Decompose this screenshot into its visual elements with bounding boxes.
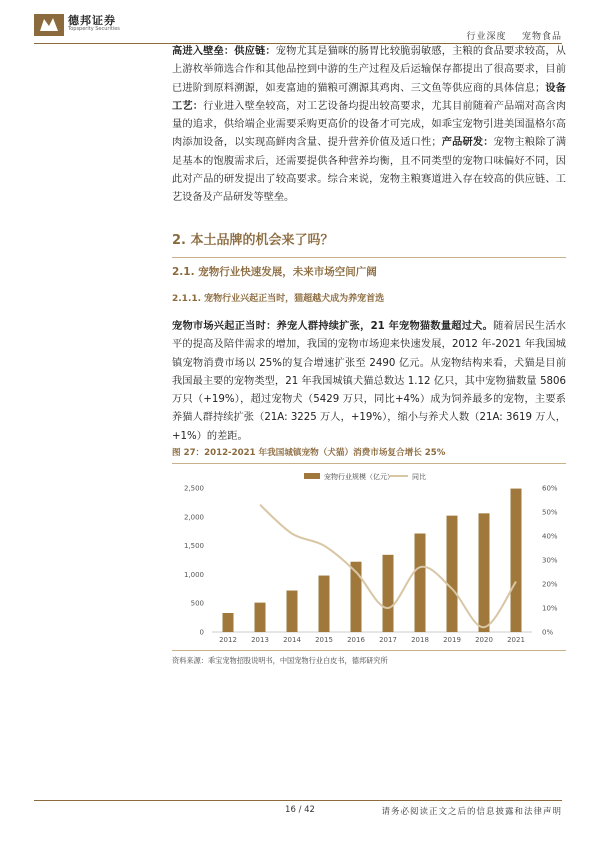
company-name-en: Topsperity Securities bbox=[68, 26, 120, 32]
x-tick-label: 2013 bbox=[251, 636, 269, 644]
y-left-tick-label: 2,000 bbox=[183, 513, 204, 522]
chart-bar bbox=[479, 513, 490, 632]
x-tick-label: 2021 bbox=[507, 636, 525, 644]
page-number: 16 / 42 bbox=[285, 805, 315, 815]
y-left-tick-label: 2,500 bbox=[183, 484, 204, 493]
paragraph-barriers bbox=[172, 43, 566, 208]
y-right-tick-label: 0% bbox=[542, 628, 554, 637]
x-tick-label: 2012 bbox=[219, 636, 237, 644]
x-tick-label: 2014 bbox=[283, 636, 301, 644]
y-right-tick-label: 50% bbox=[542, 508, 558, 517]
chart-bar bbox=[287, 591, 298, 632]
section-heading-3: 2.1.1. 宠物行业兴起正当时，猫超越犬成为养宠首选 bbox=[172, 294, 385, 304]
figure-divider bbox=[172, 650, 566, 651]
figure-source: 资料来源：乖宝宠物招股说明书，中国宠物行业白皮书，德邦研究所 bbox=[172, 656, 388, 665]
section-heading-2: 2.1. 宠物行业快速发展，未来市场空间广阔 bbox=[172, 266, 377, 278]
y-left-tick-label: 0 bbox=[199, 628, 204, 637]
bold-lead-equipment: 设备工艺： bbox=[172, 82, 566, 112]
y-right-tick-label: 30% bbox=[542, 556, 558, 565]
paragraph-market bbox=[172, 318, 566, 446]
chart-bar bbox=[415, 534, 426, 632]
chart-bar bbox=[511, 489, 522, 632]
y-right-tick-label: 20% bbox=[542, 580, 558, 589]
chart-bar bbox=[223, 613, 234, 632]
legend-swatch-bar bbox=[304, 473, 320, 479]
section-heading-1: 2. 本土品牌的机会来了吗？ bbox=[172, 229, 566, 258]
chart-bar bbox=[447, 516, 458, 632]
chart-bar bbox=[383, 555, 394, 632]
y-right-tick-label: 10% bbox=[542, 604, 558, 613]
bold-lead-market: 宠物市场兴起正当时：养宠人群持续扩张，21 年宠物猫数量超过犬。 bbox=[172, 321, 494, 332]
chart-bar bbox=[319, 576, 330, 632]
chart-bar bbox=[255, 603, 266, 632]
y-left-tick-label: 1,000 bbox=[183, 570, 204, 579]
x-tick-label: 2018 bbox=[411, 636, 429, 644]
x-tick-label: 2019 bbox=[443, 636, 461, 644]
text-supply: 宠物尤其是猫咪的肠胃比较脆弱敏感，主粮的食品要求较高，从上游枚举筛选合作和其他品控到中游的生产过程及后运输保存都提出了很高要求，目前已进阶到原料溯源，如麦富迪的猫粮可溯源其鸡肉、三文鱼等供应商的具体信息； bbox=[172, 46, 566, 94]
company-logo-icon bbox=[34, 14, 64, 36]
footer-disclaimer: 请务必阅读正文之后的信息披露和法律声明 bbox=[381, 807, 562, 817]
x-tick-label: 2017 bbox=[379, 636, 397, 644]
x-tick-label: 2015 bbox=[315, 636, 333, 644]
company-name: 德邦证券 bbox=[68, 14, 116, 27]
text-equipment: 行业进入壁垒较高，对工艺设备均提出较高要求，尤其目前随着产品端对高含肉量的追求，供给端企业需要采购更高价的设备才可完成，如乖宝宠物引进美国温格尔高肉添加设备，以实现高鲜肉含量、提升营养价值及适口性； bbox=[172, 100, 567, 149]
header-category bbox=[466, 29, 562, 42]
y-right-tick-label: 40% bbox=[542, 532, 558, 541]
y-left-tick-label: 1,500 bbox=[183, 542, 204, 551]
y-right-tick-label: 60% bbox=[542, 484, 558, 493]
market-size-chart bbox=[172, 470, 566, 648]
industry-name: 宠物食品 bbox=[521, 32, 562, 42]
x-tick-label: 2016 bbox=[347, 636, 365, 644]
footer-divider bbox=[34, 800, 562, 801]
x-tick-label: 2020 bbox=[475, 636, 493, 644]
bold-lead-supply: 高进入壁垒：供应链： bbox=[172, 46, 276, 57]
figure-title: 图 27：2012-2021 年我国城镇宠物（犬猫）消费市场复合增长 25% bbox=[172, 446, 566, 464]
text-market: 随着居民生活水平的提高及陪伴需求的增加，我国的宠物市场迎来快速发展，2012 年-2021 年我国城镇宠物消费市场以 25%的复合增速扩张至 2490 亿元。从宠物结构来看，犬猫是目前我国最主要的宠物类型，21 年我国城镇犬猫总数达 1.12 亿只，其中宠物猫数量 5806 万只（+19%），超过宠物犬（5429 万只，同比+4%）成为饲养最多的宠物，主要系养猫人群持续扩张（21A: 3225 万人，+19%），缩小与养犬人数（21A: 3619 万人，+1%）的差距。 bbox=[172, 321, 566, 442]
legend-label-line: 同比 bbox=[412, 473, 426, 481]
report-type: 行业深度 bbox=[466, 32, 507, 42]
y-left-tick-label: 500 bbox=[190, 599, 204, 608]
bold-lead-rnd: 产品研发： bbox=[441, 137, 494, 149]
legend-label-bar: 宠物行业规模（亿元） bbox=[324, 473, 394, 481]
text-rnd: 宠物主粮除了满足基本的饱腹需求后，还需要提供各种营养均衡，且不同类型的宠物口味偏好不同，因此对产品的研发提出了较高要求。综合来说，宠物主粮赛道进入存在较高的供应链、工艺设备及产品研发等壁垒。 bbox=[172, 137, 567, 204]
